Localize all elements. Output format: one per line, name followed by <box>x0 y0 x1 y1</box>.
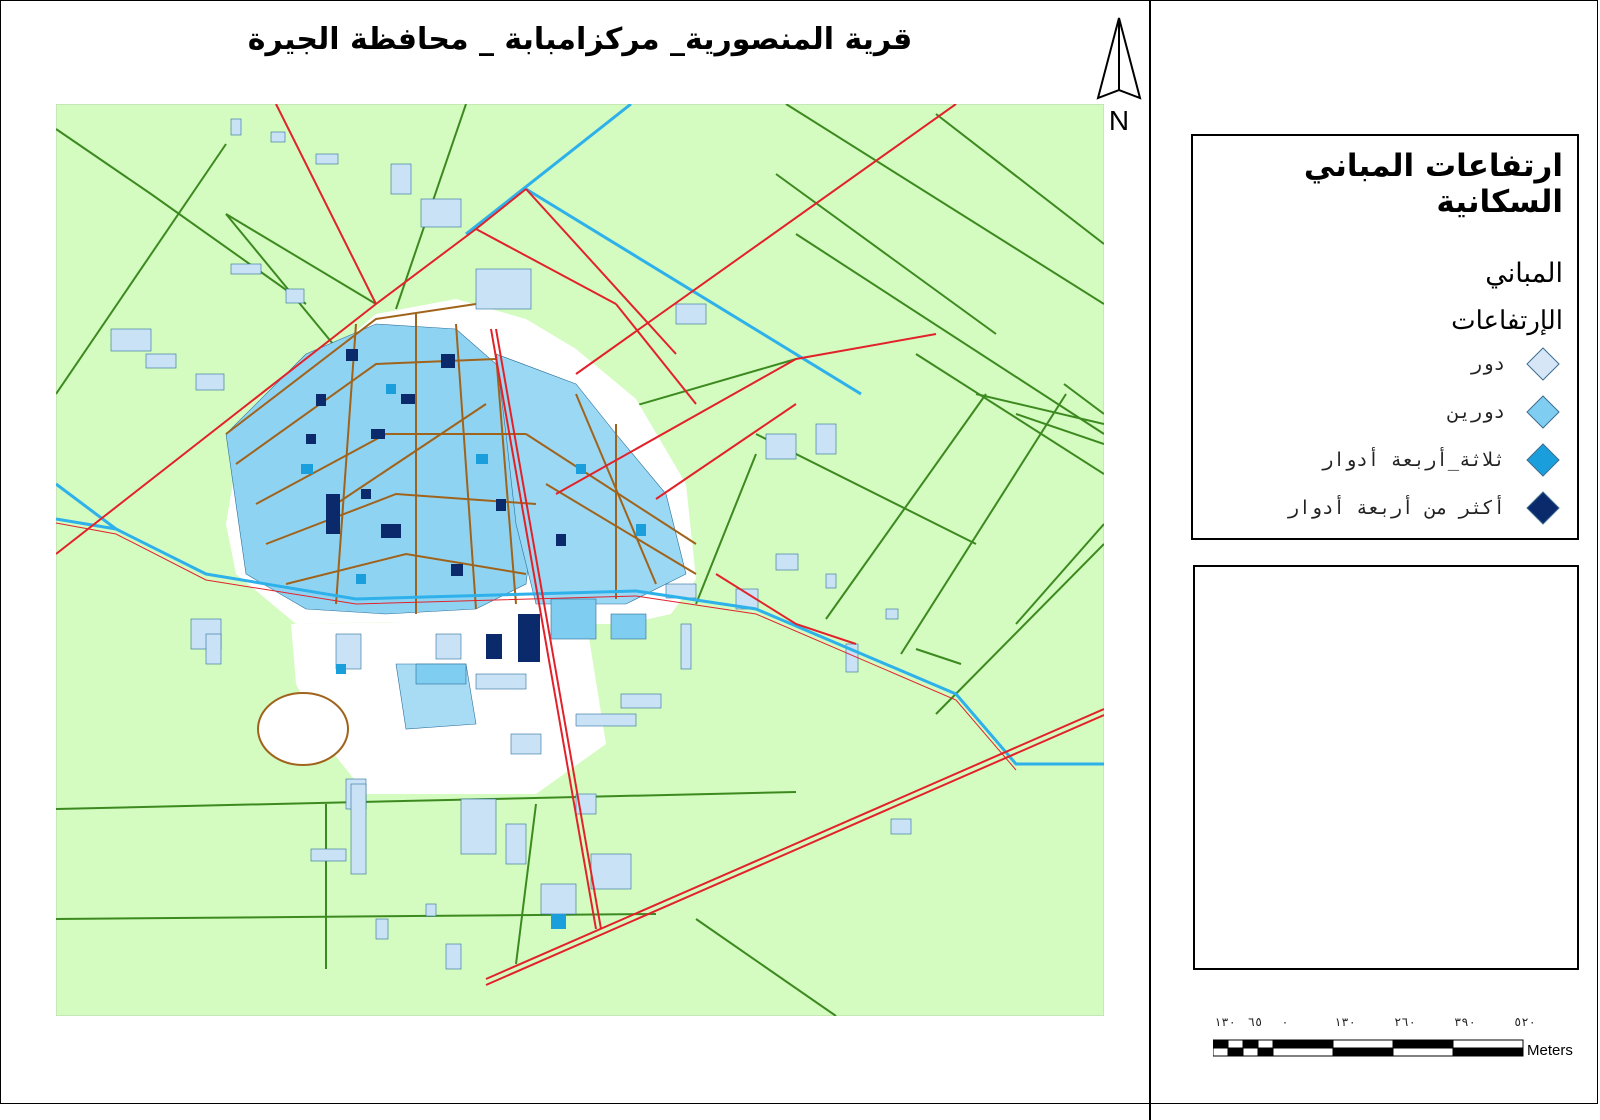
diamond-swatch-icon <box>1523 344 1563 384</box>
diamond-swatch-icon <box>1523 392 1563 432</box>
map-canvas <box>56 104 1104 1016</box>
scale-tick-label: ٥٢٠ <box>1514 1015 1536 1029</box>
legend-item-label: ثلاثة_أربعة أدوار <box>1321 449 1505 471</box>
legend-item-label: دورين <box>1447 401 1505 423</box>
legend-layer-name: المباني <box>1485 258 1563 289</box>
circular-plot <box>258 693 348 765</box>
scale-tick-label: ١٣٠ <box>1214 1015 1236 1029</box>
inset-map-frame <box>1193 565 1579 970</box>
legend-title: ارتفاعات المباني السكانية <box>1303 148 1563 220</box>
legend-item-label: دور <box>1470 353 1505 375</box>
scale-bar-segments <box>1213 1040 1523 1056</box>
diamond-swatch-icon <box>1523 440 1563 480</box>
scale-tick-label: ٣٩٠ <box>1454 1015 1476 1029</box>
map-title: قرية المنصورية_ مركزامبابة _ محافظة الجيرة <box>247 22 913 57</box>
scale-tick-label: ١٣٠ <box>1334 1015 1356 1029</box>
north-arrow <box>1084 10 1154 135</box>
scale-unit-label: Meters <box>1527 1042 1573 1059</box>
legend-item-label: أكثر من أربعة أدوار <box>1287 497 1505 519</box>
scale-tick-label: ٦٥ <box>1247 1015 1263 1029</box>
scale-bar <box>1213 1012 1593 1070</box>
legend-field-name: الإرتفاعات <box>1451 306 1563 336</box>
legend <box>1191 134 1579 540</box>
legend-item-two-floors <box>1448 392 1563 432</box>
scale-tick-label: ٢٦٠ <box>1394 1015 1416 1029</box>
scale-tick-label: ٠ <box>1281 1015 1289 1029</box>
legend-item-one-floor <box>1471 344 1563 384</box>
legend-item-more-than-four-floors <box>1288 488 1563 528</box>
diamond-swatch-icon <box>1523 488 1563 528</box>
legend-item-three-four-floors <box>1322 440 1563 480</box>
north-arrow-label: N <box>1108 105 1130 135</box>
